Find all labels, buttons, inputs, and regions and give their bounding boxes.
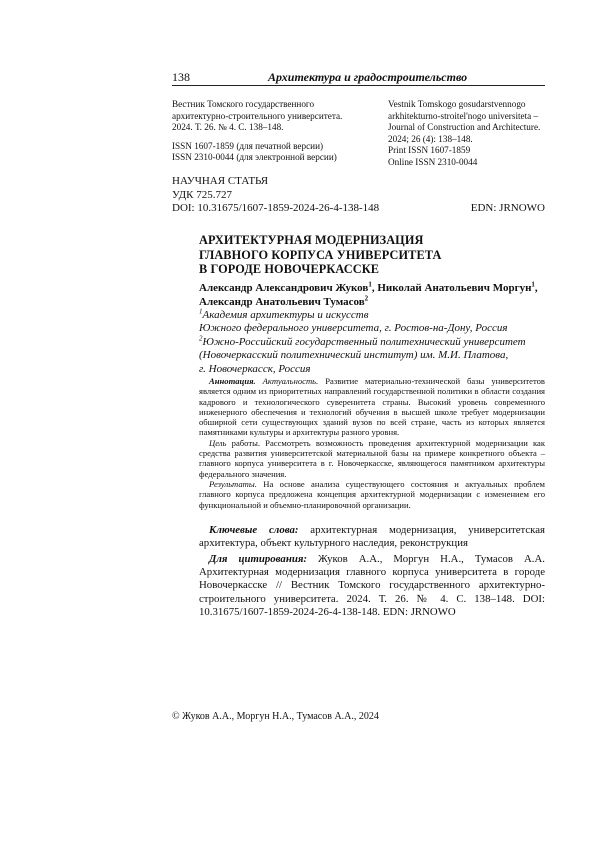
abstract-results — [199, 479, 545, 510]
affil-mark: 1 — [199, 307, 203, 316]
affil-1-line1: Академия архитектуры и искусств — [202, 309, 369, 321]
relevance-label: Актуальность. — [262, 376, 319, 386]
affil-2-line1: Южно-Российский государственный политехнический университет — [202, 335, 526, 348]
citation — [199, 553, 545, 619]
biblio-russian — [172, 99, 377, 164]
biblio-ru-line1: Вестник Томского государственного — [172, 99, 315, 109]
relevance-text: Развитие материально-технической базы университетов является одним из приоритетных направлений государственной политики в области создания кадрового и технологического суверенитета страны. Высокий уровень современного инженерного обеспечения и технологий обучения в высшей школе требует модернизации обширной сети существующих зданий вузов по всей стране, часть из которых является памятниками культуры и архитектуры разного уровня. — [199, 376, 545, 438]
udc-code: УДК 725.727 — [172, 188, 233, 201]
biblio-ru-line2: архитектурно-строительного университета. — [172, 110, 343, 121]
biblio-ru-line3: 2024. Т. 26. № 4. С. 138–148. — [172, 122, 284, 133]
results-text: На основе анализа существующего состояния и актуальных проблем главного корпуса предложена концепция архитектурной модернизации с изменением его функциональной и объемно-планировочной организации. — [199, 478, 545, 510]
issn-print-ru: ISSN 1607-1859 (для печатной версии) — [172, 140, 324, 151]
citation-label: Для цитирования: — [209, 553, 307, 565]
author-name: Николай Анатольевич Моргун — [377, 282, 532, 294]
abstract-label: Аннотация. — [209, 376, 256, 386]
affil-1-line2: Южного федерального университета, г. Ростов-на-Дону, Россия — [199, 322, 508, 335]
author-list: Александр Александрович Жуков$^1$, Николай Анатольевич Моргун$^1$, Александр Анатольевич Тумасов$^2$ — [199, 280, 538, 308]
goal-text: работы. Рассмотреть возможность проведения архитектурной модернизации как средства развития университетской материальной базы на примере конкретного объекта – главного корпуса университета в г. Новочеркасске, являющегося памятником архитектуры федерального значения. — [199, 437, 546, 479]
biblio-en-line4: 2024; 26 (4): 138–148. — [388, 133, 473, 144]
abstract-relevance — [199, 376, 545, 438]
results-label: Результаты. — [209, 478, 257, 489]
biblio-english — [388, 99, 558, 169]
citation-text: Жуков А.А., Моргун Н.А., Тумасов А.А. Архитектурная модернизация главного корпуса университета в городе Новочеркасске // Вестник Томского государственного архитектурно-строительного университета. 2024. Т. 26. № 4. С. 138–148. DOI: 10.31675/1607-1859-2024-26-4-138-148. EDN: JRNOWO — [199, 553, 545, 618]
biblio-en-line3: Journal of Construction and Architecture. — [388, 122, 541, 133]
author-affil-mark: 2 — [364, 293, 369, 302]
article-title — [199, 233, 529, 277]
header-rule — [172, 85, 545, 86]
author-affil-mark: 1 — [531, 280, 535, 289]
author-name: Александр Александрович Жуков — [199, 282, 369, 294]
journal-section-title: Архитектура и градостроительство — [268, 70, 468, 84]
keywords-text: архитектурная модернизация, университетская архитектура, объект культурного наследия, реконструкция — [199, 524, 545, 550]
issn-online-en: Online ISSN 2310-0044 — [388, 156, 478, 167]
affiliations — [199, 309, 545, 376]
affil-2-line3: г. Новочеркасск, Россия — [199, 362, 311, 375]
affil-2-line2: (Новочеркасский политехнический институт) им. М.И. Платова, — [199, 349, 509, 362]
title-line1: АРХИТЕКТУРНАЯ МОДЕРНИЗАЦИЯ — [199, 233, 424, 247]
doi-link[interactable]: DOI: 10.31675/1607-1859-2024-26-4-138-148 — [172, 202, 380, 214]
article-meta — [172, 175, 545, 216]
affil-mark: 2 — [199, 334, 203, 343]
edn-code: EDN: JRNOWO — [470, 202, 545, 214]
goal-label: Цель — [209, 437, 227, 448]
title-line2: ГЛАВНОГО КОРПУСА УНИВЕРСИТЕТА — [199, 247, 442, 262]
keywords — [199, 524, 545, 550]
copyright-notice: © Жуков А.А., Моргун Н.А., Тумасов А.А., 2024 — [172, 711, 379, 722]
issn-online-ru: ISSN 2310-0044 (для электронной версии) — [172, 152, 337, 163]
keywords-label: Ключевые слова: — [209, 524, 299, 536]
abstract — [199, 376, 545, 510]
title-line3: В ГОРОДЕ НОВОЧЕРКАССКЕ — [199, 262, 380, 276]
article-type: НАУЧНАЯ СТАТЬЯ — [172, 175, 269, 187]
author-affil-mark: 1 — [368, 280, 372, 289]
biblio-en-line2: arkhitekturno-stroitel'nogo universiteta – — [388, 110, 539, 121]
author-name: Александр Анатольевич Тумасов — [199, 295, 365, 308]
issn-print-en: Print ISSN 1607-1859 — [388, 145, 471, 156]
biblio-en-line1: Vestnik Tomskogo gosudarstvennogo — [388, 99, 526, 109]
abstract-goal — [199, 438, 545, 479]
page-number: 138 — [172, 70, 190, 84]
